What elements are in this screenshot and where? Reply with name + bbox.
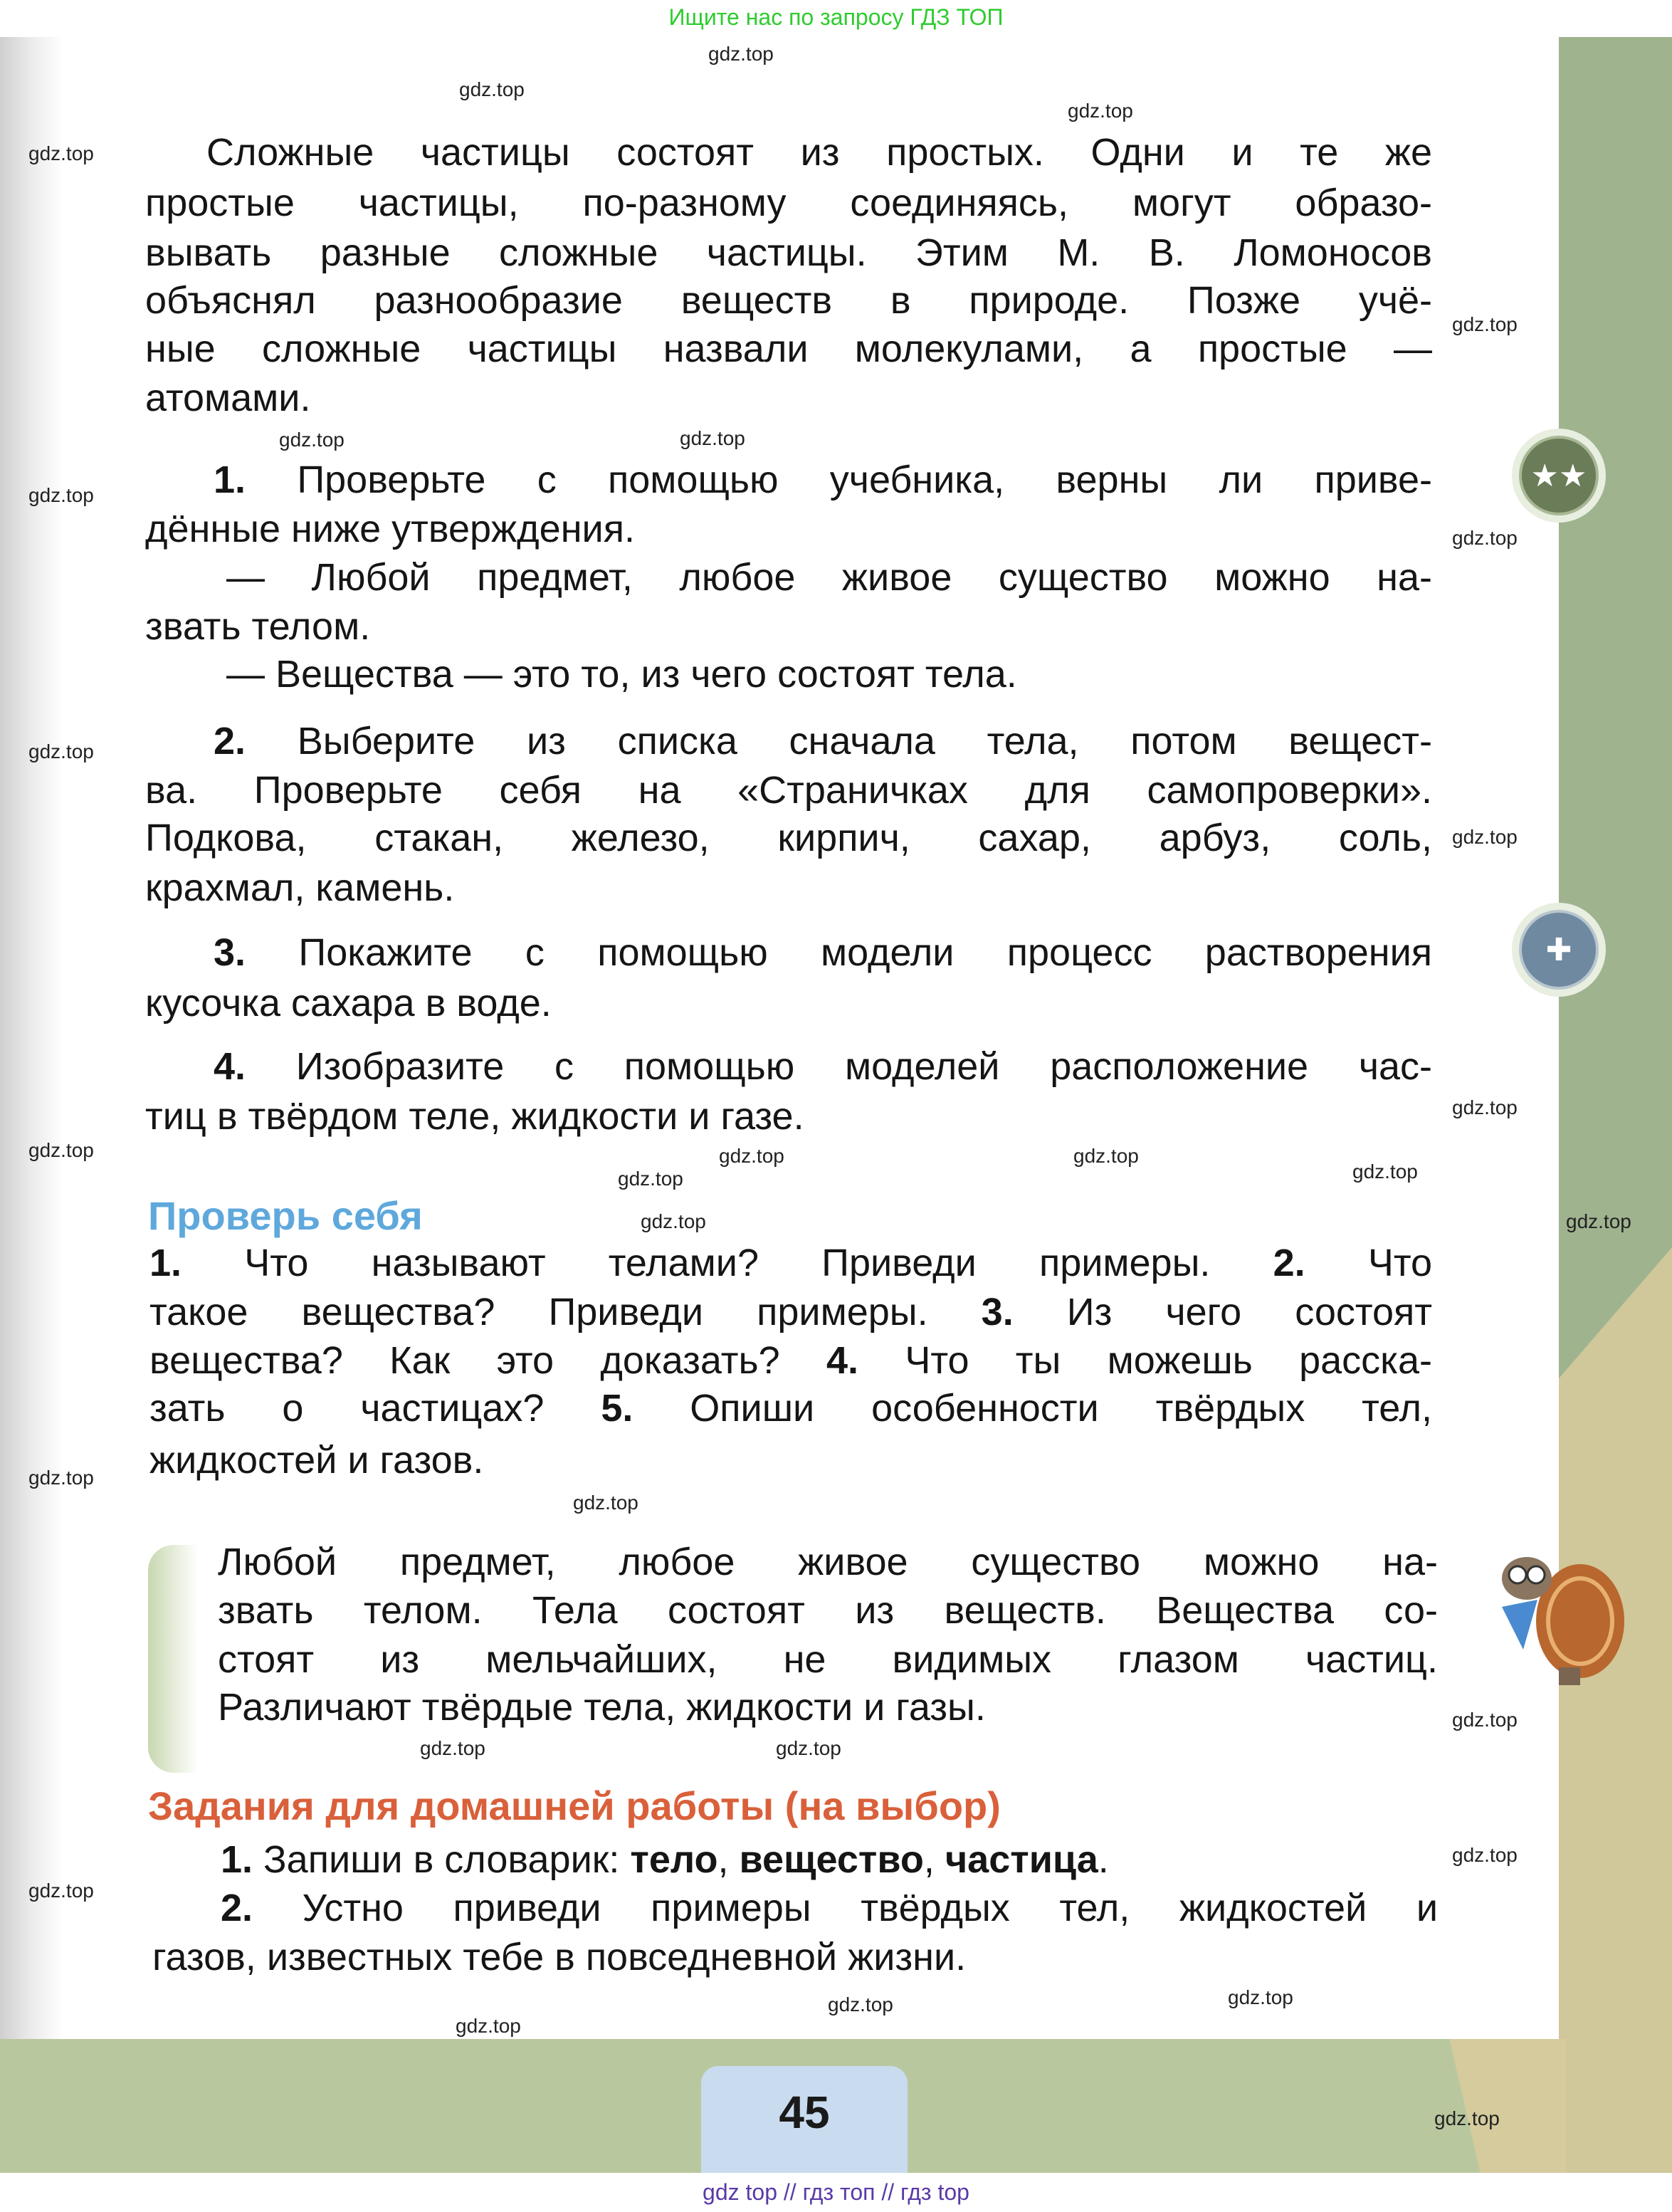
text-segment: Любой предмет, любое живое существо можно на- <box>218 1541 1438 1583</box>
text-segment: Опиши особенности твёрдых тел, <box>633 1387 1432 1430</box>
puzzle-icon: ✚ <box>1512 903 1606 997</box>
watermark: gdz.top <box>641 1210 706 1232</box>
watermark: gdz.top <box>1228 1986 1293 2008</box>
check-line <box>149 1240 1432 1286</box>
watermark: gdz.top <box>28 1139 94 1161</box>
bold-text: вещество <box>739 1838 924 1881</box>
bold-text: 4. <box>214 1045 246 1088</box>
paragraph-line <box>145 375 1432 421</box>
watermark: gdz.top <box>1452 1844 1518 1866</box>
stars-icon: ★★ <box>1512 429 1606 523</box>
paragraph-line <box>145 326 1432 372</box>
watermark: gdz.top <box>1073 1145 1139 1167</box>
text-segment: атомами. <box>145 377 311 419</box>
watermark: gdz.top <box>1434 2107 1500 2129</box>
bold-text: 4. <box>826 1339 859 1382</box>
watermark: gdz.top <box>28 484 94 506</box>
watermark: gdz.top <box>279 429 345 451</box>
check-yourself-heading: Проверь себя <box>148 1193 423 1238</box>
watermark: gdz.top <box>1068 100 1133 122</box>
watermark: gdz.top <box>28 740 94 762</box>
tasks-line <box>145 506 1432 552</box>
text-segment: газов, известных тебе в повседневной жизни. <box>152 1936 967 1978</box>
tasks-line <box>145 767 1432 813</box>
text-segment: Изобразите с помощью моделей расположение час- <box>246 1045 1432 1088</box>
watermark: gdz.top <box>456 2015 521 2037</box>
bold-text: 5. <box>601 1387 633 1430</box>
watermark: gdz.top <box>28 1467 94 1489</box>
page-gutter <box>0 37 64 2173</box>
tasks-line <box>214 1044 1432 1089</box>
text-segment: Проверьте с помощью учебника, верны ли приве- <box>246 458 1432 501</box>
watermark: gdz.top <box>618 1168 683 1190</box>
bold-text: 1. <box>221 1838 253 1881</box>
paragraph-line <box>145 180 1432 226</box>
homework-line <box>152 1934 1438 1980</box>
text-segment: такое вещества? Приведи примеры. <box>149 1291 982 1333</box>
tasks-line <box>145 815 1432 861</box>
text-segment: объяснял разнообразие веществ в природе. Позже учё- <box>145 279 1432 322</box>
text-segment: Из чего состоят <box>1013 1291 1432 1333</box>
tasks-line <box>145 1094 1432 1139</box>
bold-text: 1. <box>214 458 246 501</box>
text-segment: звать телом. <box>145 605 371 648</box>
text-segment: крахмал, камень. <box>145 866 455 909</box>
watermark: gdz.top <box>776 1737 841 1759</box>
tasks-line <box>145 604 1432 649</box>
page-number: 45 <box>779 2087 830 2138</box>
watermark: gdz.top <box>573 1492 638 1514</box>
text-segment: Сложные частицы состоят из простых. Одни и те же <box>206 131 1432 174</box>
tasks-line <box>145 865 1432 911</box>
text-segment: , <box>717 1838 740 1881</box>
text-segment: ва. Проверьте себя на «Страничках для самопроверки». <box>145 769 1432 812</box>
watermark: gdz.top <box>1566 1210 1631 1232</box>
summary-line <box>218 1539 1438 1585</box>
bold-text: 2. <box>221 1887 253 1929</box>
text-segment: Запиши в словарик: <box>253 1838 631 1881</box>
watermark: gdz.top <box>1452 1096 1518 1118</box>
bold-text: 3. <box>214 931 246 974</box>
paragraph-line <box>145 230 1432 276</box>
watermark: gdz.top <box>28 142 94 164</box>
tasks-line <box>214 718 1432 764</box>
text-segment: Что <box>1305 1242 1432 1284</box>
text-segment: жидкостей и газов. <box>149 1439 484 1482</box>
bold-text: 3. <box>981 1291 1014 1333</box>
check-line <box>149 1289 1432 1335</box>
text-segment: зать о частицах? <box>149 1387 601 1430</box>
text-segment: Различают твёрдые тела, жидкости и газы. <box>218 1686 986 1729</box>
summary-line <box>218 1684 1438 1730</box>
summary-line <box>218 1588 1438 1633</box>
tasks-line <box>214 930 1432 975</box>
homework-line <box>221 1885 1438 1931</box>
watermark: gdz.top <box>828 1993 893 2016</box>
text-segment: Покажите с помощью модели процесс растворения <box>246 931 1432 974</box>
watermark: gdz.top <box>680 427 745 449</box>
paragraph-line <box>145 278 1432 323</box>
watermark: gdz.top <box>1352 1160 1418 1183</box>
paragraph-line <box>206 130 1432 175</box>
text-segment: вывать разные сложные частицы. Этим М. В. Ломоносов <box>145 231 1432 274</box>
turtle-mascot-icon <box>1473 1543 1630 1692</box>
tasks-line <box>226 651 1432 697</box>
summary-box-accent <box>148 1545 198 1773</box>
check-line <box>149 1338 1432 1383</box>
watermark: gdz.top <box>28 1880 94 1902</box>
watermark: gdz.top <box>708 43 774 65</box>
text-segment: дённые ниже утверждения. <box>145 508 635 550</box>
page-number-tab <box>701 2066 908 2173</box>
textbook-page <box>0 37 1672 2173</box>
tasks-line <box>145 980 1432 1026</box>
watermark: gdz.top <box>1452 826 1518 848</box>
text-segment: Подкова, стакан, железо, кирпич, сахар, арбуз, соль, <box>145 817 1432 859</box>
tasks-line <box>226 555 1432 600</box>
bold-text: 2. <box>1273 1242 1305 1284</box>
text-segment: кусочка сахара в воде. <box>145 982 552 1024</box>
footer-links[interactable]: gdz top // гдз топ // гдз top <box>0 2173 1672 2212</box>
tasks-line <box>214 457 1432 503</box>
bold-text: частица <box>945 1838 1098 1881</box>
homework-line <box>221 1837 1438 1882</box>
bold-text: 2. <box>214 720 246 762</box>
text-segment: Устно приведи примеры твёрдых тел, жидкостей и <box>253 1887 1438 1929</box>
watermark: gdz.top <box>1452 1709 1518 1731</box>
bold-text: 1. <box>149 1242 182 1284</box>
text-segment: тиц в твёрдом теле, жидкости и газе. <box>145 1095 804 1138</box>
check-line <box>149 1437 1432 1483</box>
text-segment: Что ты можешь расска- <box>858 1339 1432 1382</box>
watermark: gdz.top <box>719 1145 784 1167</box>
text-segment: , <box>923 1838 945 1881</box>
watermark: gdz.top <box>459 78 525 100</box>
text-segment: вещества? Как это доказать? <box>149 1339 826 1382</box>
text-segment: . <box>1098 1838 1109 1881</box>
text-segment: простые частицы, по-разному соединяясь, могут образо- <box>145 182 1432 224</box>
text-segment: Что называют телами? Приведи примеры. <box>182 1242 1273 1284</box>
text-segment: — Вещества — это то, из чего состоят тела. <box>226 653 1017 696</box>
watermark: gdz.top <box>1452 313 1518 335</box>
text-segment: Выберите из списка сначала тела, потом вещест- <box>246 720 1432 762</box>
text-segment: ные сложные частицы назвали молекулами, а простые — <box>145 327 1432 370</box>
search-banner[interactable]: Ищите нас по запросу ГДЗ ТОП <box>668 4 1004 30</box>
bold-text: тело <box>630 1838 718 1881</box>
watermark: gdz.top <box>420 1737 485 1759</box>
check-line <box>149 1385 1432 1431</box>
text-segment: стоят из мельчайших, не видимых глазом частиц. <box>218 1638 1438 1681</box>
homework-heading: Задания для домашней работы (на выбор) <box>148 1783 1001 1828</box>
text-segment: — Любой предмет, любое живое существо можно на- <box>226 556 1432 599</box>
text-segment: звать телом. Тела состоят из веществ. Вещества со- <box>218 1589 1438 1632</box>
watermark: gdz.top <box>1452 527 1518 549</box>
summary-line <box>218 1637 1438 1682</box>
